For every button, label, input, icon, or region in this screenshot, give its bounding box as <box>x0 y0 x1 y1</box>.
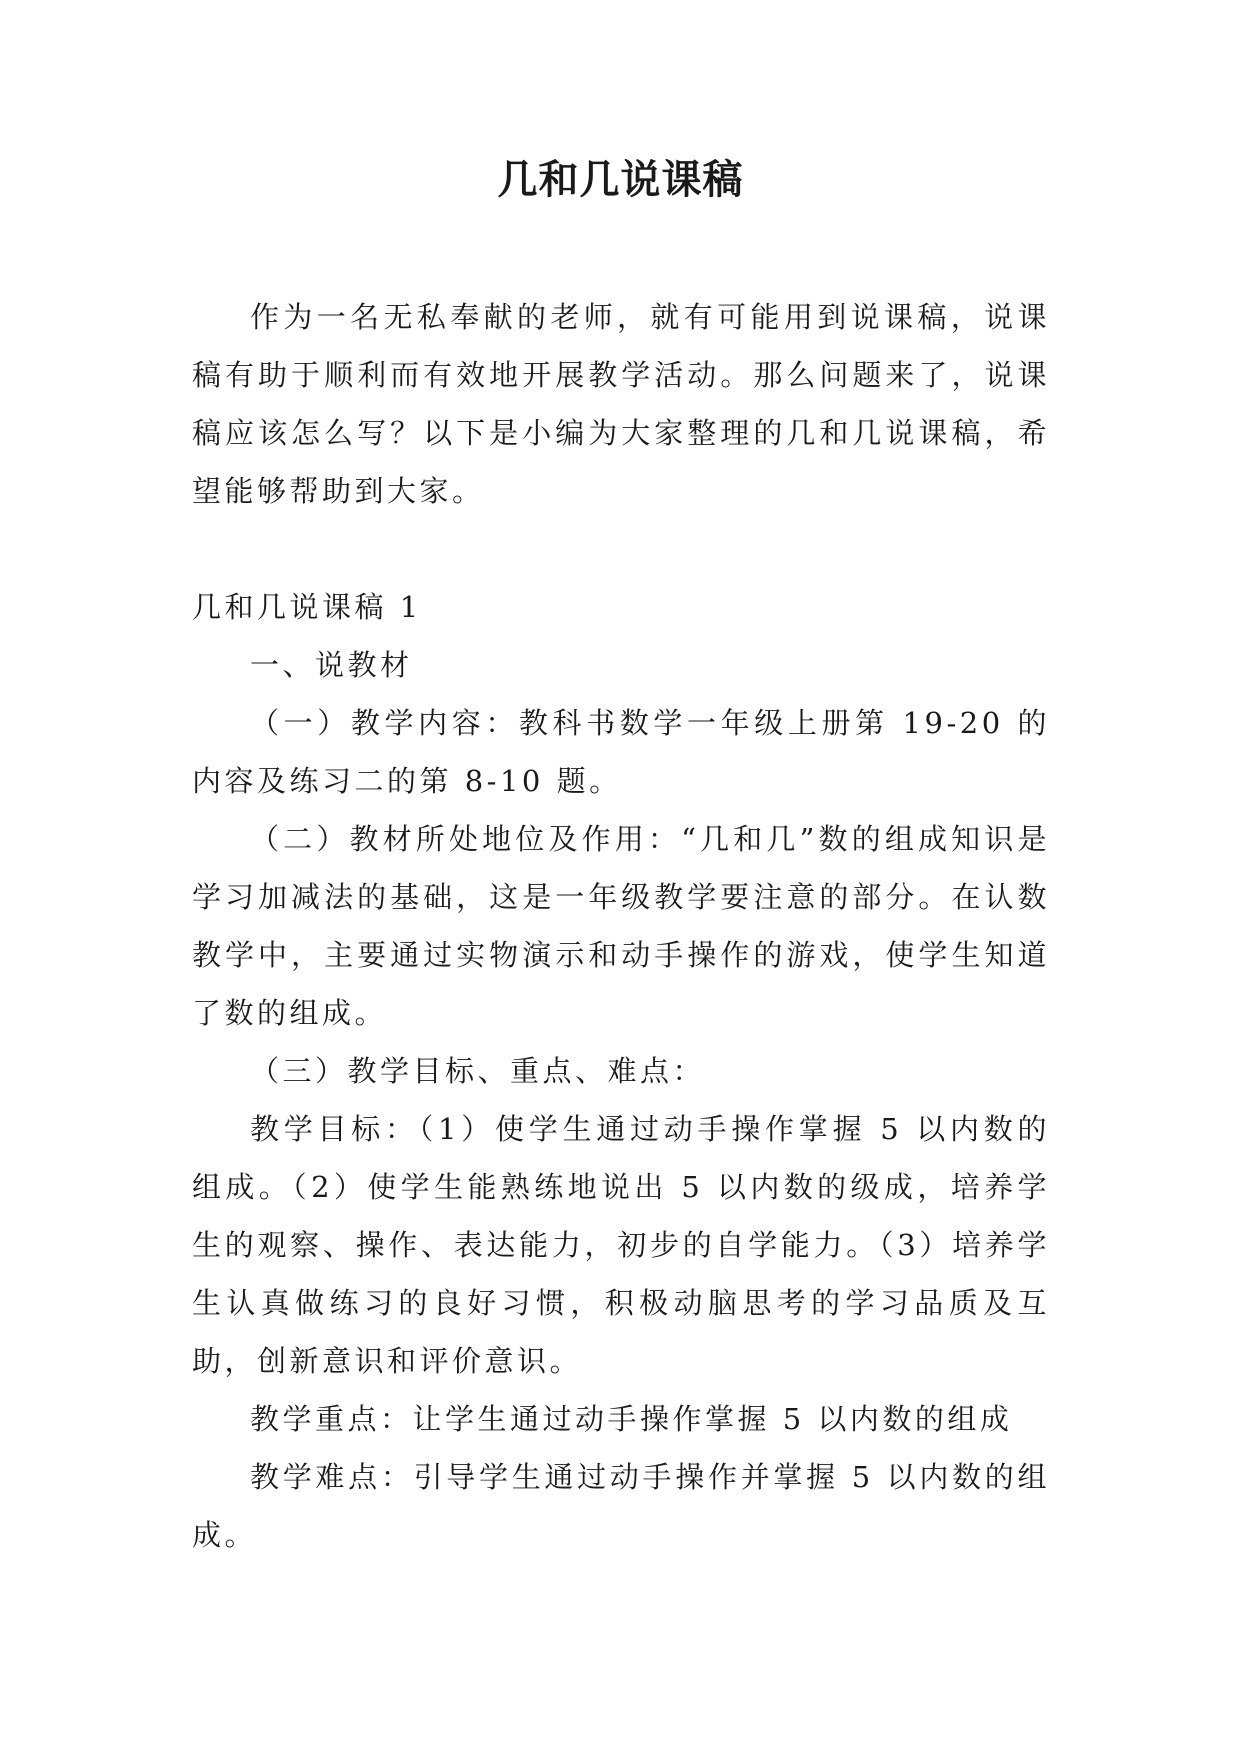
paragraph-material-position: （二）教材所处地位及作用：“几和几”数的组成知识是学习加减法的基础，这是一年级教学要注意的部分。在认数教学中，主要通过实物演示和动手操作的游戏，使学生知道了数的组成。 <box>192 822 1050 1030</box>
paragraph-teaching-focus: 教学重点：让学生通过动手操作掌握 5 以内数的组成 <box>250 1402 1013 1436</box>
document-body <box>192 288 1050 1564</box>
paragraph-teaching-difficulty: 教学难点：引导学生通过动手操作并掌握 5 以内数的组成。 <box>192 1460 1050 1552</box>
paragraph-heading-1: 一、说教材 <box>250 648 413 682</box>
intro-paragraph: 作为一名无私奉献的老师，就有可能用到说课稿，说课稿有助于顺利而有效地开展教学活动。那么问题来了，说课稿应该怎么写？以下是小编为大家整理的几和几说课稿，希望能够帮助到大家。 <box>192 300 1050 508</box>
paragraph-goals-heading: （三）教学目标、重点、难点： <box>250 1054 706 1088</box>
paragraph-teaching-goals: 教学目标：（1）使学生通过动手操作掌握 5 以内数的组成。（2）使学生能熟练地说出 5 以内数的级成，培养学生的观察、操作、表达能力，初步的自学能力。（3）培养学生认真做练习的良好习惯，积极动脑思考的学习品质及互助，创新意识和评价意识。 <box>192 1112 1050 1378</box>
section-heading: 几和几说课稿 1 <box>192 590 422 624</box>
paragraph-teaching-content: （一）教学内容：教科书数学一年级上册第 19-20 的内容及练习二的第 8-10 题。 <box>192 706 1050 798</box>
document-title: 几和几说课稿 <box>497 156 744 203</box>
